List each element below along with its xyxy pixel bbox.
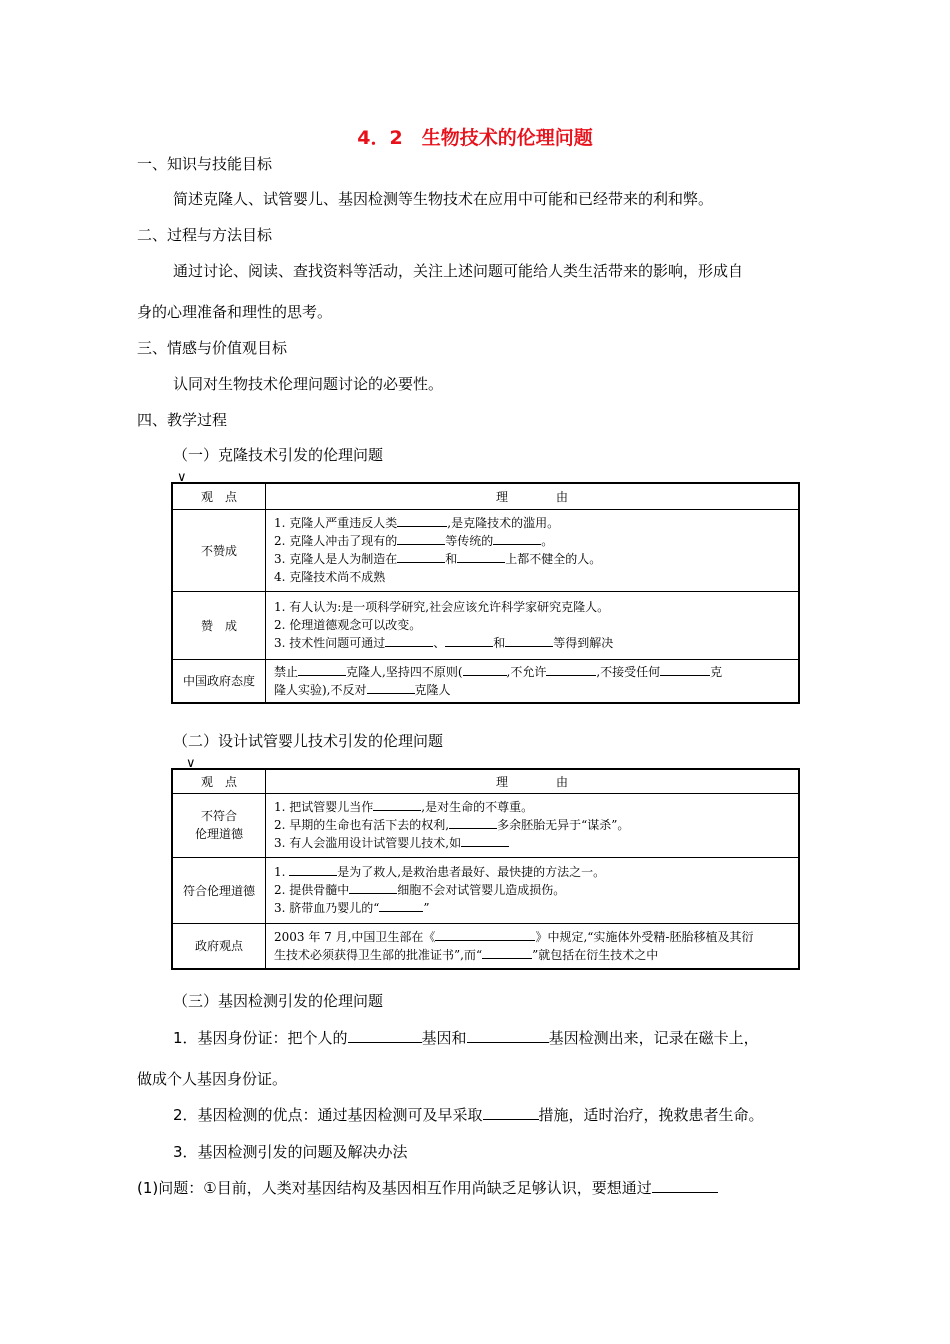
gene-test-problems-heading: 3．基因检测引发的问题及解决办法 (173, 1143, 408, 1161)
col-header-view: 观 点 (172, 483, 266, 509)
gene-id-line-2: 做成个人基因身份证。 (137, 1070, 288, 1088)
col-header-view: 观 点 (172, 769, 266, 793)
row-reasons-ethical: 1. 是为了救人,是救治患者最好、最快捷的方法之一。 2. 提供骨髓中 细胞不会对试管婴儿造成损伤。 3. 脐带血乃婴儿的“ ” (266, 857, 800, 923)
section-heading-teaching: 四、教学过程 (137, 411, 228, 429)
section-heading-values: 三、情感与价值观目标 (137, 339, 288, 357)
section-heading-knowledge: 一、知识与技能目标 (137, 155, 273, 173)
part1-heading: （一）克隆技术引发的伦理问题 (173, 446, 384, 464)
section-text-knowledge: 简述克隆人、试管婴儿、基因检测等生物技术在应用中可能和已经带来的利和弊。 (173, 190, 714, 208)
row-label-oppose: 不赞成 (172, 509, 266, 591)
row-reasons-unethical: 1. 把试管婴儿当作 ,是对生命的不尊重。 2. 早期的生命也有活下去的权利, 多余胚胎无异于“谋杀”。 3. 有人会滥用设计试管婴儿技术,如 (266, 793, 800, 857)
section-text-process-1: 通过讨论、阅读、查找资料等活动，关注上述问题可能给人类生活带来的影响，形成自 (173, 262, 744, 280)
row-label-government: 中国政府态度 (172, 659, 266, 703)
col-header-reason: 理 由 (266, 483, 800, 509)
section-text-values: 认同对生物技术伦理问题讨论的必要性。 (173, 375, 444, 393)
row-label-unethical: 不符合 伦理道德 (172, 793, 266, 857)
ivf-table (171, 768, 800, 970)
row-reasons-oppose: 1. 克隆人严重违反人类 ,是克隆技术的滥用。 2. 克隆人冲击了现有的 等传统的 。 3. 克隆人是人为制造在 和 上都不健全的人。 4. 克隆技术尚不成熟 (266, 509, 800, 591)
check-mark-icon: ∨ (177, 470, 187, 485)
section-heading-process: 二、过程与方法目标 (137, 226, 273, 244)
row-reasons-government: 禁止 克隆人,坚持四不原则( ,不允许 ,不接受任何 克 隆人实验),不反对 克隆人 (266, 659, 800, 703)
row-label-ethical: 符合伦理道德 (172, 857, 266, 923)
section-text-process-2: 身的心理准备和理性的思考。 (137, 303, 333, 321)
row-reasons-government-view: 2003 年 7 月,中国卫生部在《 》中规定,“实施体外受精-胚胎移植及其衍 生技术必须获得卫生部的批准证书”,而“ ”就包括在衍生技术之中 (266, 923, 800, 969)
col-header-reason: 理 由 (266, 769, 800, 793)
row-label-government-view: 政府观点 (172, 923, 266, 969)
part3-heading: （三）基因检测引发的伦理问题 (173, 992, 384, 1010)
page-title: 4．2 生物技术的伦理问题 (357, 127, 593, 149)
gene-test-problem-1: (1)问题：①目前，人类对基因结构及基因相互作用尚缺乏足够认识，要想通过 (137, 1177, 718, 1198)
check-mark-icon: ∨ (186, 756, 196, 771)
row-reasons-support: 1. 有人认为:是一项科学研究,社会应该允许科学家研究克隆人。 2. 伦理道德观念可以改变。 3. 技术性问题可通过 、 和 等得到解决 (266, 591, 800, 659)
part2-heading: （二）设计试管婴儿技术引发的伦理问题 (173, 732, 444, 750)
row-label-support: 赞 成 (172, 591, 266, 659)
cloning-table (171, 482, 800, 704)
gene-id-line-1: 1．基因身份证：把个人的 基因和 基因检测出来，记录在磁卡上， (173, 1029, 759, 1047)
gene-test-advantage: 2．基因检测的优点：通过基因检测可及早采取 措施，适时治疗，挽救患者生命。 (173, 1106, 764, 1124)
